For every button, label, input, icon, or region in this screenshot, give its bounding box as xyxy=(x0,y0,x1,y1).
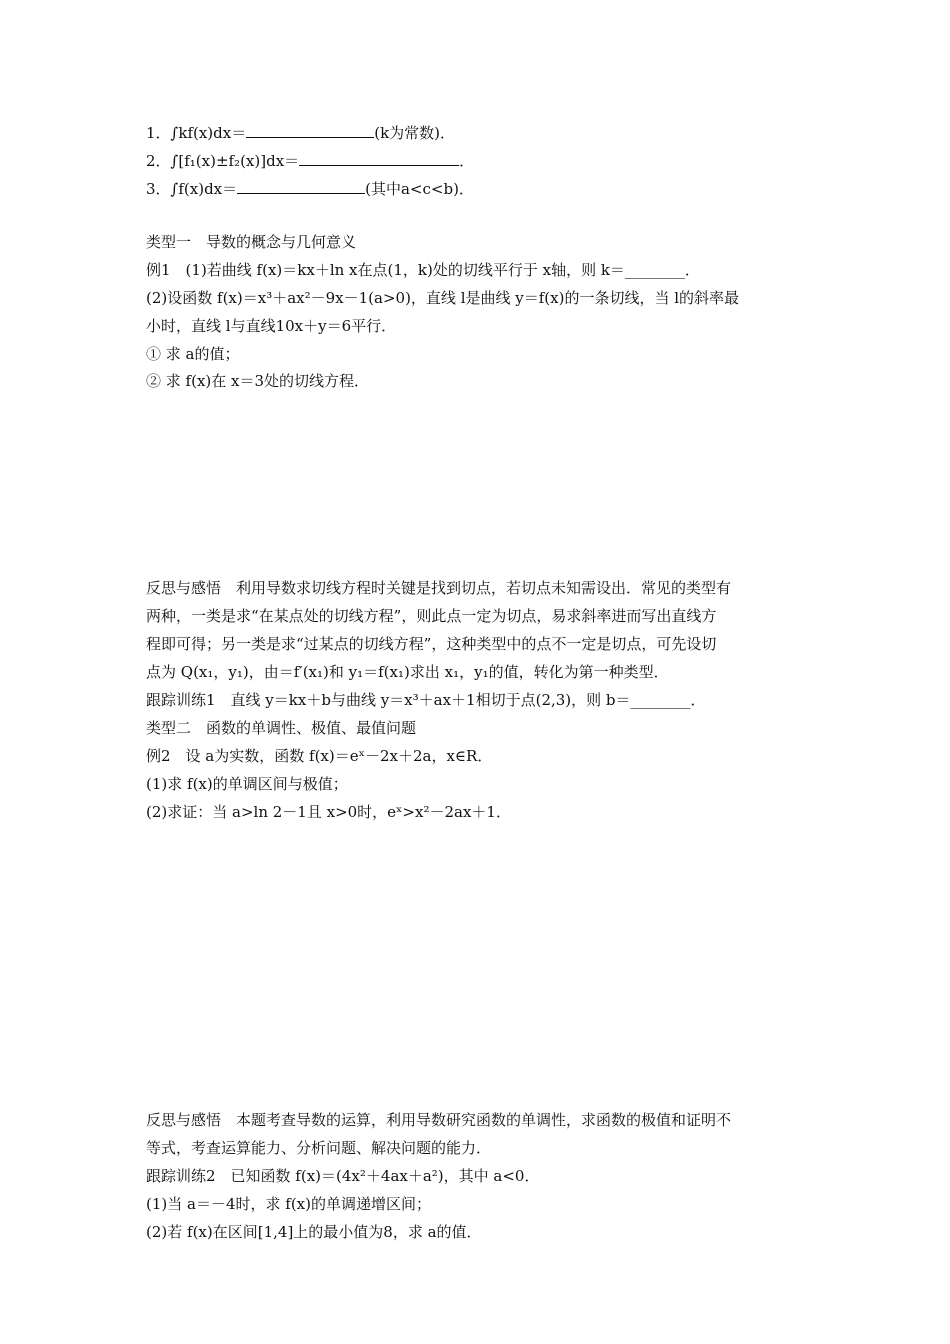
formula-2 xyxy=(146,150,474,172)
reflection1-line3: 程即可得；另一类是求“过某点的切线方程”，这种类型中的点不一定是切点，可先设切 xyxy=(146,635,717,653)
formula-3 xyxy=(146,178,474,200)
practice2-line1: 跟踪训练2 已知函数 f(x)＝(4x²＋4ax＋a²)，其中 a<0． xyxy=(146,1167,540,1185)
answer-blank xyxy=(237,179,365,194)
formula-3-suffix: (其中a<c<b)． xyxy=(365,180,474,198)
formula-1-prefix: 1．∫kf(x)dx＝ xyxy=(146,124,247,142)
example1-part2-line1: (2)设函数 f(x)＝x³＋ax²－9x－1(a>0)，直线 l是曲线 y＝f(x)的一条切线，当 l的斜率最 xyxy=(146,289,740,307)
example1-question1: ① 求 a的值； xyxy=(146,345,240,363)
reflection1-line1: 反思与感悟 利用导数求切线方程时关键是找到切点，若切点未知需设出．常见的类型有 xyxy=(146,579,732,597)
example2: 例2 设 a为实数，函数 f(x)＝eˣ－2x＋2a，x∈R． xyxy=(146,747,493,765)
practice2-question1: (1)当 a＝－4时，求 f(x)的单调递增区间； xyxy=(146,1195,431,1213)
example2-question1: (1)求 f(x)的单调区间与极值； xyxy=(146,775,348,793)
answer-blank xyxy=(299,151,459,166)
example2-question2: (2)求证：当 a>ln 2－1且 x>0时，eˣ>x²－2ax＋1． xyxy=(146,803,511,821)
section-title-type2: 类型二 函数的单调性、极值、最值问题 xyxy=(146,719,417,737)
answer-blank xyxy=(246,123,374,138)
reflection2-line1: 反思与感悟 本题考查导数的运算，利用导数研究函数的单调性，求函数的极值和证明不 xyxy=(146,1111,732,1129)
example1-question2: ② 求 f(x)在 x＝3处的切线方程． xyxy=(146,372,370,390)
example1-part2-line2: 小时，直线 l与直线10x＋y＝6平行． xyxy=(146,317,397,335)
formula-1 xyxy=(146,122,455,144)
formula-2-prefix: 2．∫[f₁(x)±f₂(x)]dx＝ xyxy=(146,152,300,170)
reflection1-line4: 点为 Q(x₁，y₁)，由＝f′(x₁)和 y₁＝f(x₁)求出 x₁，y₁的值，转化为第一种类型． xyxy=(146,663,669,681)
reflection2-line2: 等式，考查运算能力、分析问题、解决问题的能力． xyxy=(146,1139,492,1157)
section-title-type1: 类型一 导数的概念与几何意义 xyxy=(146,233,357,251)
example1-part1: 例1 (1)若曲线 f(x)＝kx＋ln x在点(1，k)处的切线平行于 x轴，则 k＝________． xyxy=(146,261,700,279)
practice2-question2: (2)若 f(x)在区间[1,4]上的最小值为8，求 a的值． xyxy=(146,1223,482,1241)
formula-1-suffix: (k为常数)． xyxy=(374,124,456,142)
reflection1-line2: 两种，一类是求“在某点处的切线方程”，则此点一定为切点，易求斜率进而写出直线方 xyxy=(146,607,717,625)
formula-3-prefix: 3．∫f(x)dx＝ xyxy=(146,180,238,198)
practice1: 跟踪训练1 直线 y＝kx＋b与曲线 y＝x³＋ax＋1相切于点(2,3)，则 b＝________． xyxy=(146,691,706,709)
formula-2-suffix: ． xyxy=(459,152,475,170)
